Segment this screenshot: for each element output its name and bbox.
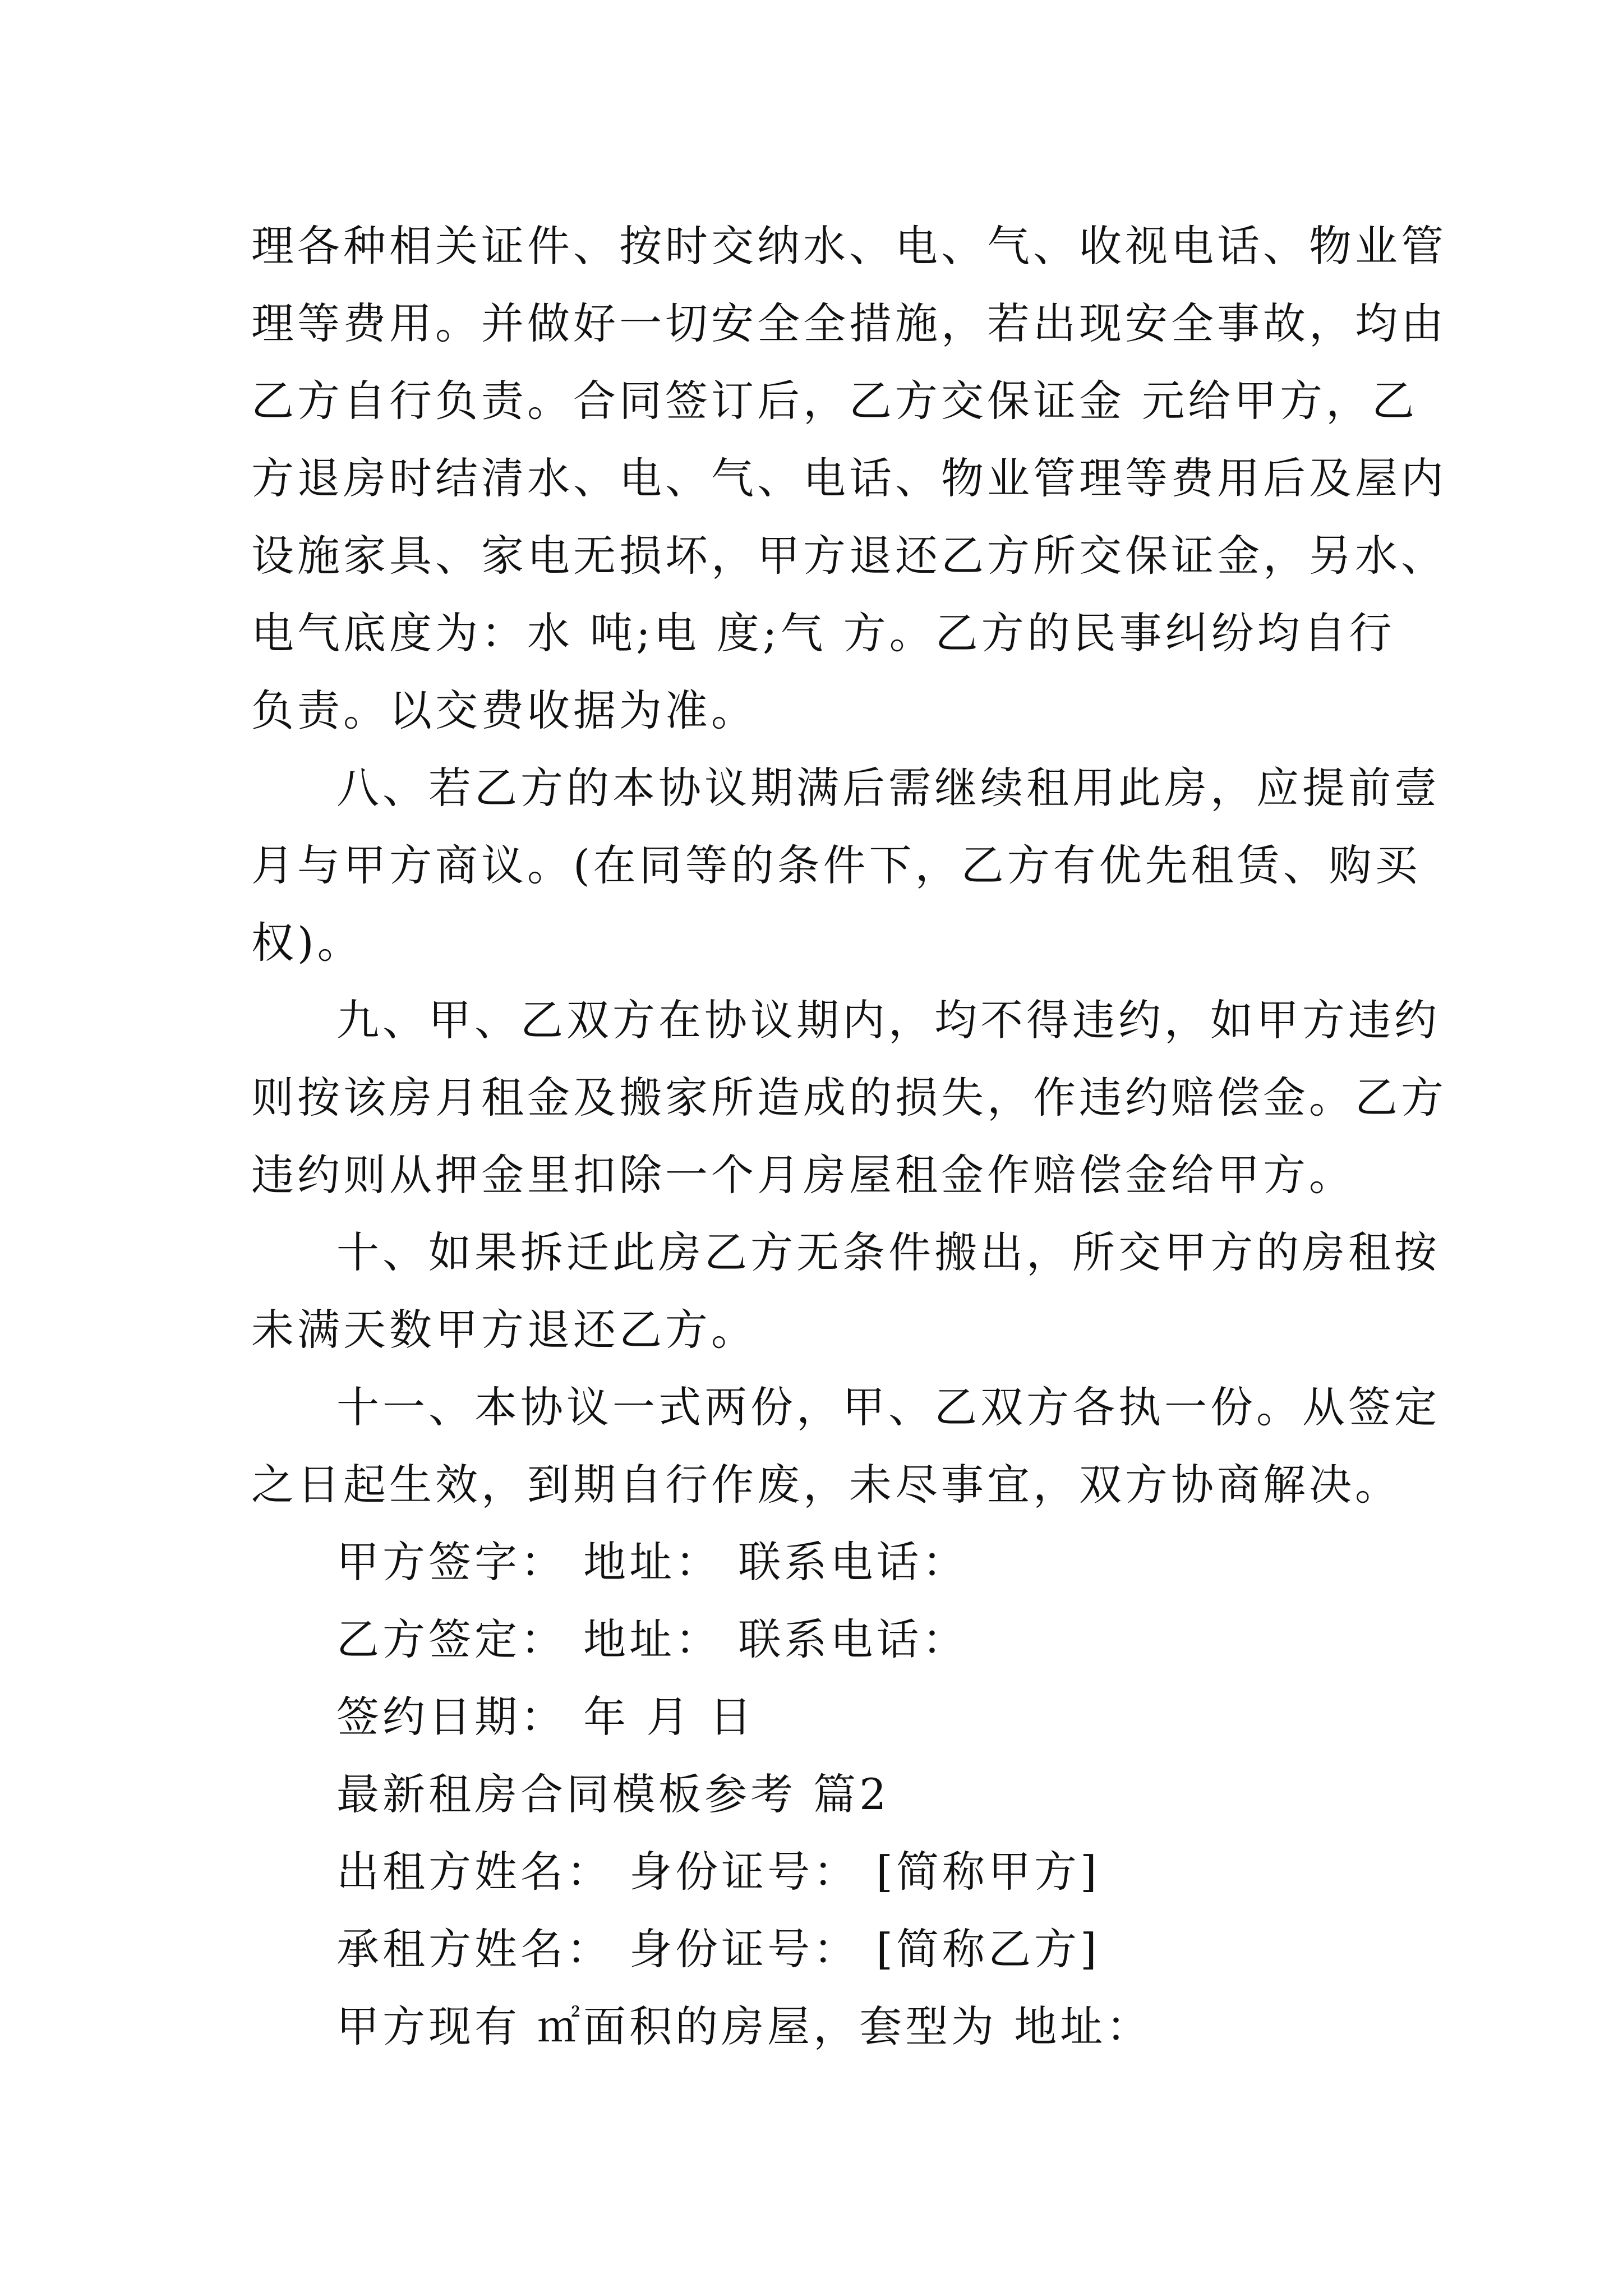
text-line: 月与甲方商议。(在同等的条件下，乙方有优先租赁、购买 [251,840,1421,890]
signature-line-party-a: 甲方签字： 地址： 联系电话： [336,1537,969,1587]
text-line: 未满天数甲方退还乙方。 [251,1305,757,1355]
text-line: 电气底度为：水 吨;电 度;气 方。乙方的民事纠纷均自行 [251,608,1395,658]
text-line: 理等费用。并做好一切安全全措施，若出现安全事故，均由 [251,298,1447,348]
text-line: 负责。以交费收据为准。 [251,685,757,735]
text-line: 则按该房月租金及搬家所造成的损失，作违约赔偿金。乙方 [251,1073,1447,1122]
text-line: 九、甲、乙双方在协议期内，均不得违约，如甲方违约 [336,995,1440,1045]
property-info-line: 甲方现有 ㎡面积的房屋，套型为 地址： [336,2001,1152,2051]
signature-line-party-b: 乙方签定： 地址： 联系电话： [336,1614,969,1664]
text-line: 理各种相关证件、按时交纳水、电、气、收视电话、物业管 [251,221,1447,271]
signing-date-line: 签约日期： 年 月 日 [336,1692,755,1742]
text-line: 权)。 [251,918,363,968]
lessor-info-line: 出租方姓名： 身份证号： [简称甲方] [336,1847,1100,1897]
text-line: 之日起生效，到期自行作废，未尽事宜，双方协商解决。 [251,1460,1401,1510]
text-line: 十、如果拆迁此房乙方无条件搬出，所交甲方的房租按 [336,1227,1440,1277]
text-line: 十一、本协议一式两份，甲、乙双方各执一份。从签定 [336,1382,1440,1432]
text-line: 乙方自行负责。合同签订后，乙方交保证金 元给甲方，乙 [251,376,1418,426]
text-line: 设施家具、家电无损坏，甲方退还乙方所交保证金，另水、 [251,531,1447,581]
document-body [251,208,1447,2065]
section-heading: 最新租房合同模板参考 篇2 [336,1769,890,1819]
text-line: 八、若乙方的本协议期满后需继续租用此房，应提前壹 [336,763,1440,813]
lessee-info-line: 承租方姓名： 身份证号： [简称乙方] [336,1924,1100,1974]
text-line: 违约则从押金里扣除一个月房屋租金作赔偿金给甲方。 [251,1150,1355,1200]
text-line: 方退房时结清水、电、气、电话、物业管理等费用后及屋内 [251,453,1447,503]
